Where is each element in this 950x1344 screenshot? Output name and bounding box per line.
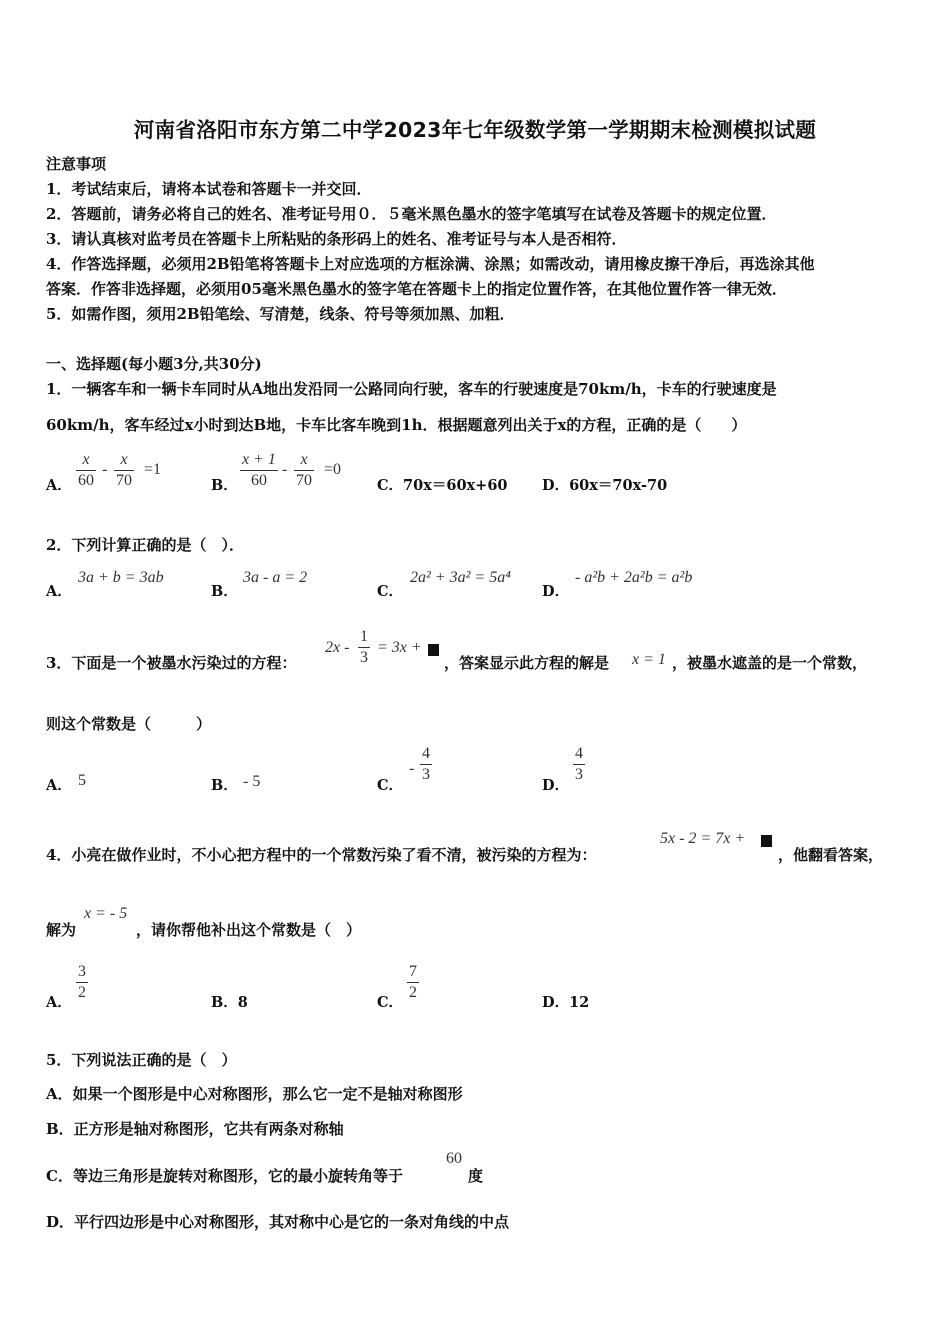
- q3-solution: x = 1: [632, 651, 666, 668]
- q5-stem: 5．下列说法正确的是（ ）: [46, 1051, 237, 1069]
- q4-option-a-fraction: $\frac{3}{2}$: [78, 963, 86, 1001]
- q5-option-b[interactable]: B．正方形是轴对称图形，它共有两条对称轴: [46, 1120, 344, 1138]
- q2-option-c-label[interactable]: C．: [377, 583, 404, 600]
- ink-blot-icon: [428, 641, 439, 659]
- q1-option-b-minus: -: [282, 461, 288, 478]
- notice-item: 2．答题前，请务必将自己的姓名、准考证号用０．５毫米黑色墨水的签字笔填写在试卷及答题卡的规定位置．: [46, 205, 777, 223]
- q1-option-b-label[interactable]: B．: [211, 477, 238, 494]
- q1-option-c[interactable]: C．70x＝60x+60: [377, 477, 508, 494]
- q3-option-a-value: 5: [78, 772, 86, 789]
- q3-option-c-sign: -: [409, 760, 415, 777]
- notice-heading: 注意事项: [46, 155, 107, 173]
- q5-option-c-prefix[interactable]: C．等边三角形是旋转对称图形，它的最小旋转角等于: [46, 1167, 403, 1185]
- q1-option-b-rhs: =0: [324, 461, 342, 478]
- notice-item: 5．如需作图，须用2B铅笔绘、写清楚，线条、符号等须加黑、加粗．: [46, 305, 515, 323]
- section-heading: 一、选择题(每小题3分,共30分): [46, 355, 262, 373]
- q3-stem-line2: 则这个常数是（ ）: [46, 715, 212, 733]
- page-title: 河南省洛阳市东方第二中学2023年七年级数学第一学期期末检测模拟试题: [133, 118, 817, 142]
- ink-blot-icon: [761, 832, 772, 850]
- q2-option-d-expr: - a²b + 2a²b = a²b: [575, 569, 693, 586]
- q5-option-a[interactable]: A．如果一个图形是中心对称图形，那么它一定不是轴对称图形: [46, 1085, 463, 1103]
- q4-option-a-label[interactable]: A．: [46, 994, 72, 1011]
- q4-option-c-label[interactable]: C．: [377, 994, 404, 1011]
- q1-option-d[interactable]: D．60x＝70x-70: [542, 477, 668, 494]
- q3-option-a-label[interactable]: A．: [46, 777, 72, 794]
- q3-stem-prefix: 3．下面是一个被墨水污染过的方程：: [46, 654, 297, 672]
- q4-option-b[interactable]: B．8: [211, 994, 248, 1011]
- q1-option-a-minus: -: [102, 461, 108, 478]
- q1-option-a-rhs: =1: [144, 461, 162, 478]
- q3-eq-lhs: 2x -: [325, 639, 350, 656]
- q1-option-a-label[interactable]: A．: [46, 477, 72, 494]
- q1-option-b-fraction-2: $\frac{x}{70}$: [296, 451, 312, 489]
- q3-option-b-value: - 5: [243, 773, 261, 790]
- q4-option-d[interactable]: D．12: [542, 994, 590, 1011]
- q4-option-c-fraction: $\frac{7}{2}$: [409, 963, 417, 1001]
- q2-option-c-expr: 2a² + 3a² = 5a⁴: [410, 569, 511, 586]
- q2-stem: 2．下列计算正确的是（ ）．: [46, 536, 244, 554]
- notice-item: 3．请认真核对监考员在答题卡上所粘贴的条形码上的姓名、准考证号与本人是否相符．: [46, 230, 627, 248]
- q4-solution: x = - 5: [84, 905, 128, 922]
- q4-stem-suffix: ，他翻看答案，: [778, 846, 884, 864]
- q3-stem-suffix: ，被墨水遮盖的是一个常数，: [672, 654, 868, 672]
- q4-stem-prefix: 4．小亮在做作业时，不小心把方程中的一个常数污染了看不清，被污染的方程为：: [46, 846, 597, 864]
- q3-option-c-fraction: $\frac{4}{3}$: [422, 745, 430, 783]
- q5-option-d[interactable]: D．平行四边形是中心对称图形，其对称中心是它的一条对角线的中点: [46, 1213, 510, 1231]
- notice-item: 答案．作答非选择题，必须用05毫米黑色墨水的签字笔在答题卡上的指定位置作答，在其他位置作答一律无效．: [46, 280, 787, 298]
- q2-option-b-expr: 3a - a = 2: [243, 569, 308, 586]
- q2-option-d-label[interactable]: D．: [542, 583, 570, 600]
- q5-option-c-suffix: 度: [468, 1167, 484, 1185]
- q3-option-c-label[interactable]: C．: [377, 777, 404, 794]
- q4-line2-suffix: ，请你帮他补出这个常数是（ ）: [136, 921, 362, 939]
- notice-item: 4．作答选择题，必须用2B铅笔将答题卡上对应选项的方框涂满、涂黑；如需改动，请用橡皮擦干净后，再选涂其他: [46, 255, 815, 273]
- q3-stem-mid: ，答案显示此方程的解是: [444, 654, 610, 672]
- q3-option-b-label[interactable]: B．: [211, 777, 238, 794]
- q4-equation: 5x - 2 = 7x +: [660, 830, 746, 847]
- q1-option-b-fraction-1: $\frac{x + 1}{60}$: [242, 451, 276, 489]
- q2-option-a-label[interactable]: A．: [46, 583, 72, 600]
- q3-eq-rhs: = 3x +: [377, 639, 422, 656]
- notice-item: 1．考试结束后，请将本试卷和答题卡一并交回．: [46, 180, 372, 198]
- q3-option-d-fraction: $\frac{4}{3}$: [575, 745, 583, 783]
- q1-option-a-fraction-2: $\frac{x}{70}$: [116, 451, 132, 489]
- q2-option-a-expr: 3a + b = 3ab: [78, 569, 164, 586]
- q1-stem-line1: 1．一辆客车和一辆卡车同时从A地出发沿同一公路同向行驶，客车的行驶速度是70km/h，卡车的行驶速度是: [46, 380, 777, 398]
- q5-option-c-value: 60: [446, 1150, 462, 1167]
- q3-option-d-label[interactable]: D．: [542, 777, 570, 794]
- q2-option-b-label[interactable]: B．: [211, 583, 238, 600]
- q3-eq-fraction: $\frac{1}{3}$: [360, 628, 368, 666]
- q4-line2-prefix: 解为: [46, 921, 77, 939]
- q1-stem-line2: 60km/h，客车经过x小时到达B地，卡车比客车晚到1h．根据题意列出关于x的方程，正确的是（ ）: [46, 416, 747, 434]
- q1-option-a-fraction-1: $\frac{x}{60}$: [78, 451, 94, 489]
